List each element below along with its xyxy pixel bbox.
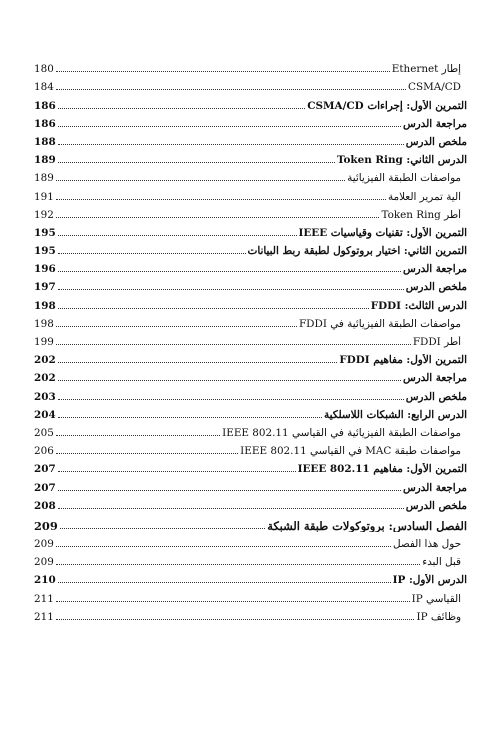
toc-row	[34, 421, 467, 439]
toc-row	[34, 494, 467, 512]
toc-dot-leader	[56, 564, 420, 565]
toc-entry-title: قبل البدء	[422, 556, 461, 569]
toc-entry-title: آلية تمرير العلامة	[387, 190, 461, 203]
toc-page-number: 211	[34, 592, 54, 605]
toc-row	[34, 112, 467, 130]
toc-page-number: 202	[34, 354, 56, 367]
toc-entry-title: التمرين الأول: تقنيات وقياسيات IEEE	[298, 226, 467, 239]
toc-row	[34, 568, 467, 586]
toc-page-number: 211	[34, 610, 54, 623]
toc-page-number: 192	[34, 208, 54, 221]
toc-dot-leader	[56, 344, 411, 345]
toc-row	[34, 348, 467, 366]
toc-entry-title: مواصفات الطبقة الفيزيائية في FDDI	[298, 317, 461, 330]
toc-row	[34, 384, 467, 402]
toc-dot-leader	[58, 144, 404, 145]
toc-entry-title: ملخص الدرس	[405, 281, 467, 294]
toc-page-number: 186	[34, 99, 56, 112]
toc-dot-leader	[56, 217, 380, 218]
toc-dot-leader	[58, 417, 322, 418]
toc-page-number: 180	[34, 63, 54, 76]
toc-page-number: 195	[34, 245, 56, 258]
table-of-contents	[34, 57, 467, 623]
toc-row	[34, 312, 467, 330]
toc-page-number: 188	[34, 135, 56, 148]
toc-page-number: 198	[34, 299, 56, 312]
toc-dot-leader	[56, 619, 415, 620]
toc-dot-leader	[56, 199, 386, 200]
toc-entry-title: مراجعة الدرس	[402, 117, 467, 130]
toc-entry-title: CSMA/CD	[408, 81, 461, 94]
toc-row	[34, 550, 467, 568]
toc-row	[34, 366, 467, 384]
toc-row	[34, 275, 467, 293]
toc-row	[34, 532, 467, 550]
toc-row	[34, 605, 467, 623]
toc-row	[34, 439, 467, 457]
toc-dot-leader	[58, 508, 404, 509]
toc-page-number: 189	[34, 154, 56, 167]
toc-row	[34, 75, 467, 93]
toc-dot-leader	[58, 289, 404, 290]
toc-entry-title: الدرس الثاني: Token Ring	[336, 154, 467, 167]
toc-dot-leader	[58, 582, 391, 583]
toc-page-number: 209	[34, 556, 54, 569]
toc-row	[34, 239, 467, 257]
toc-entry-title: مراجعة الدرس	[402, 263, 467, 276]
toc-row	[34, 586, 467, 604]
toc-page-number: 207	[34, 463, 56, 476]
toc-dot-leader	[58, 253, 246, 254]
toc-entry-title: الفصل السادس: بروتوكولات طبقة الشبكة	[267, 519, 467, 532]
toc-entry-title: ملخص الدرس	[405, 390, 467, 403]
toc-page-number: 210	[34, 574, 56, 587]
toc-dot-leader	[56, 546, 391, 547]
toc-page-number: 186	[34, 117, 56, 130]
toc-row	[34, 130, 467, 148]
toc-page-number: 209	[34, 518, 58, 533]
toc-dot-leader	[58, 471, 296, 472]
toc-row	[34, 475, 467, 493]
toc-row	[34, 93, 467, 111]
toc-dot-leader	[56, 71, 390, 72]
toc-dot-leader	[58, 108, 306, 109]
toc-page-number: 197	[34, 281, 56, 294]
toc-dot-leader	[58, 380, 401, 381]
toc-dot-leader	[58, 271, 401, 272]
toc-dot-leader	[56, 601, 410, 602]
toc-page-number: 208	[34, 499, 56, 512]
toc-entry-title: مواصفات الطبقة الفيزيائية	[347, 172, 461, 185]
toc-page-number: 209	[34, 538, 54, 551]
toc-entry-title: التمرين الأول: مفاهيم FDDI	[339, 354, 467, 367]
toc-dot-leader	[56, 435, 220, 436]
toc-page-number: 205	[34, 426, 54, 439]
toc-entry-title: ملخص الدرس	[405, 135, 467, 148]
toc-row	[34, 57, 467, 75]
toc-dot-leader	[56, 89, 406, 90]
toc-entry-title: التمرين الثاني: اختيار بروتوكول لطبقة ربط البيانات	[247, 245, 467, 258]
toc-page-number: 207	[34, 481, 56, 494]
toc-row	[34, 166, 467, 184]
toc-row	[34, 293, 467, 311]
toc-page-number: 191	[34, 190, 54, 203]
toc-page-number: 184	[34, 81, 54, 94]
toc-dot-leader	[58, 399, 404, 400]
toc-entry-title: أطر FDDI	[412, 336, 461, 348]
toc-entry-title: القياسي IP	[411, 592, 461, 605]
toc-dot-leader	[60, 528, 265, 529]
toc-dot-leader	[58, 162, 335, 163]
toc-dot-leader	[58, 362, 338, 363]
toc-entry-title: حول هذا الفصل	[393, 538, 461, 551]
toc-page-number: 196	[34, 263, 56, 276]
toc-row	[34, 203, 467, 221]
toc-entry-title: مراجعة الدرس	[402, 481, 467, 494]
toc-dot-leader	[56, 326, 297, 327]
toc-row	[34, 148, 467, 166]
toc-entry-title: وظائف IP	[416, 610, 461, 623]
toc-entry-title: مراجعة الدرس	[402, 372, 467, 385]
toc-page-number: 206	[34, 445, 54, 458]
toc-entry-title: إطار Ethernet	[391, 63, 461, 76]
toc-page-number: 203	[34, 390, 56, 403]
toc-entry-title: الدرس الأول: IP	[392, 574, 467, 587]
toc-page-number: 195	[34, 226, 56, 239]
toc-entry-title: التمرين الأول: إجراءات CSMA/CD	[307, 99, 467, 112]
toc-page-number: 202	[34, 372, 56, 385]
toc-entry-title: مواصفات الطبقة الفيزيائية في القياسي IEEE 802.11	[222, 426, 461, 439]
toc-entry-title: الدرس الرابع: الشبكات اللاسلكية	[324, 408, 467, 421]
toc-row	[34, 184, 467, 202]
toc-page-number: 199	[34, 336, 54, 348]
toc-chapter-row	[34, 514, 467, 532]
toc-row	[34, 457, 467, 475]
toc-entry-title: أطر Token Ring	[381, 208, 461, 221]
toc-page-number: 204	[34, 408, 56, 421]
toc-row	[34, 403, 467, 421]
toc-page-number: 189	[34, 172, 54, 185]
toc-dot-leader	[58, 490, 401, 491]
toc-entry-title: التمرين الأول: مفاهيم IEEE 802.11	[297, 463, 467, 476]
toc-entry-title: ملخص الدرس	[405, 499, 467, 512]
toc-entry-title: الدرس الثالث: FDDI	[370, 299, 467, 312]
toc-entry-title: مواصفات طبقة MAC في القياسي IEEE 802.11	[240, 445, 461, 458]
toc-dot-leader	[56, 453, 238, 454]
toc-row	[34, 257, 467, 275]
toc-dot-leader	[56, 180, 345, 181]
toc-page-number: 198	[34, 317, 54, 330]
toc-dot-leader	[58, 308, 369, 309]
toc-row	[34, 221, 467, 239]
toc-dot-leader	[58, 126, 401, 127]
toc-dot-leader	[58, 235, 297, 236]
toc-row	[34, 330, 467, 348]
